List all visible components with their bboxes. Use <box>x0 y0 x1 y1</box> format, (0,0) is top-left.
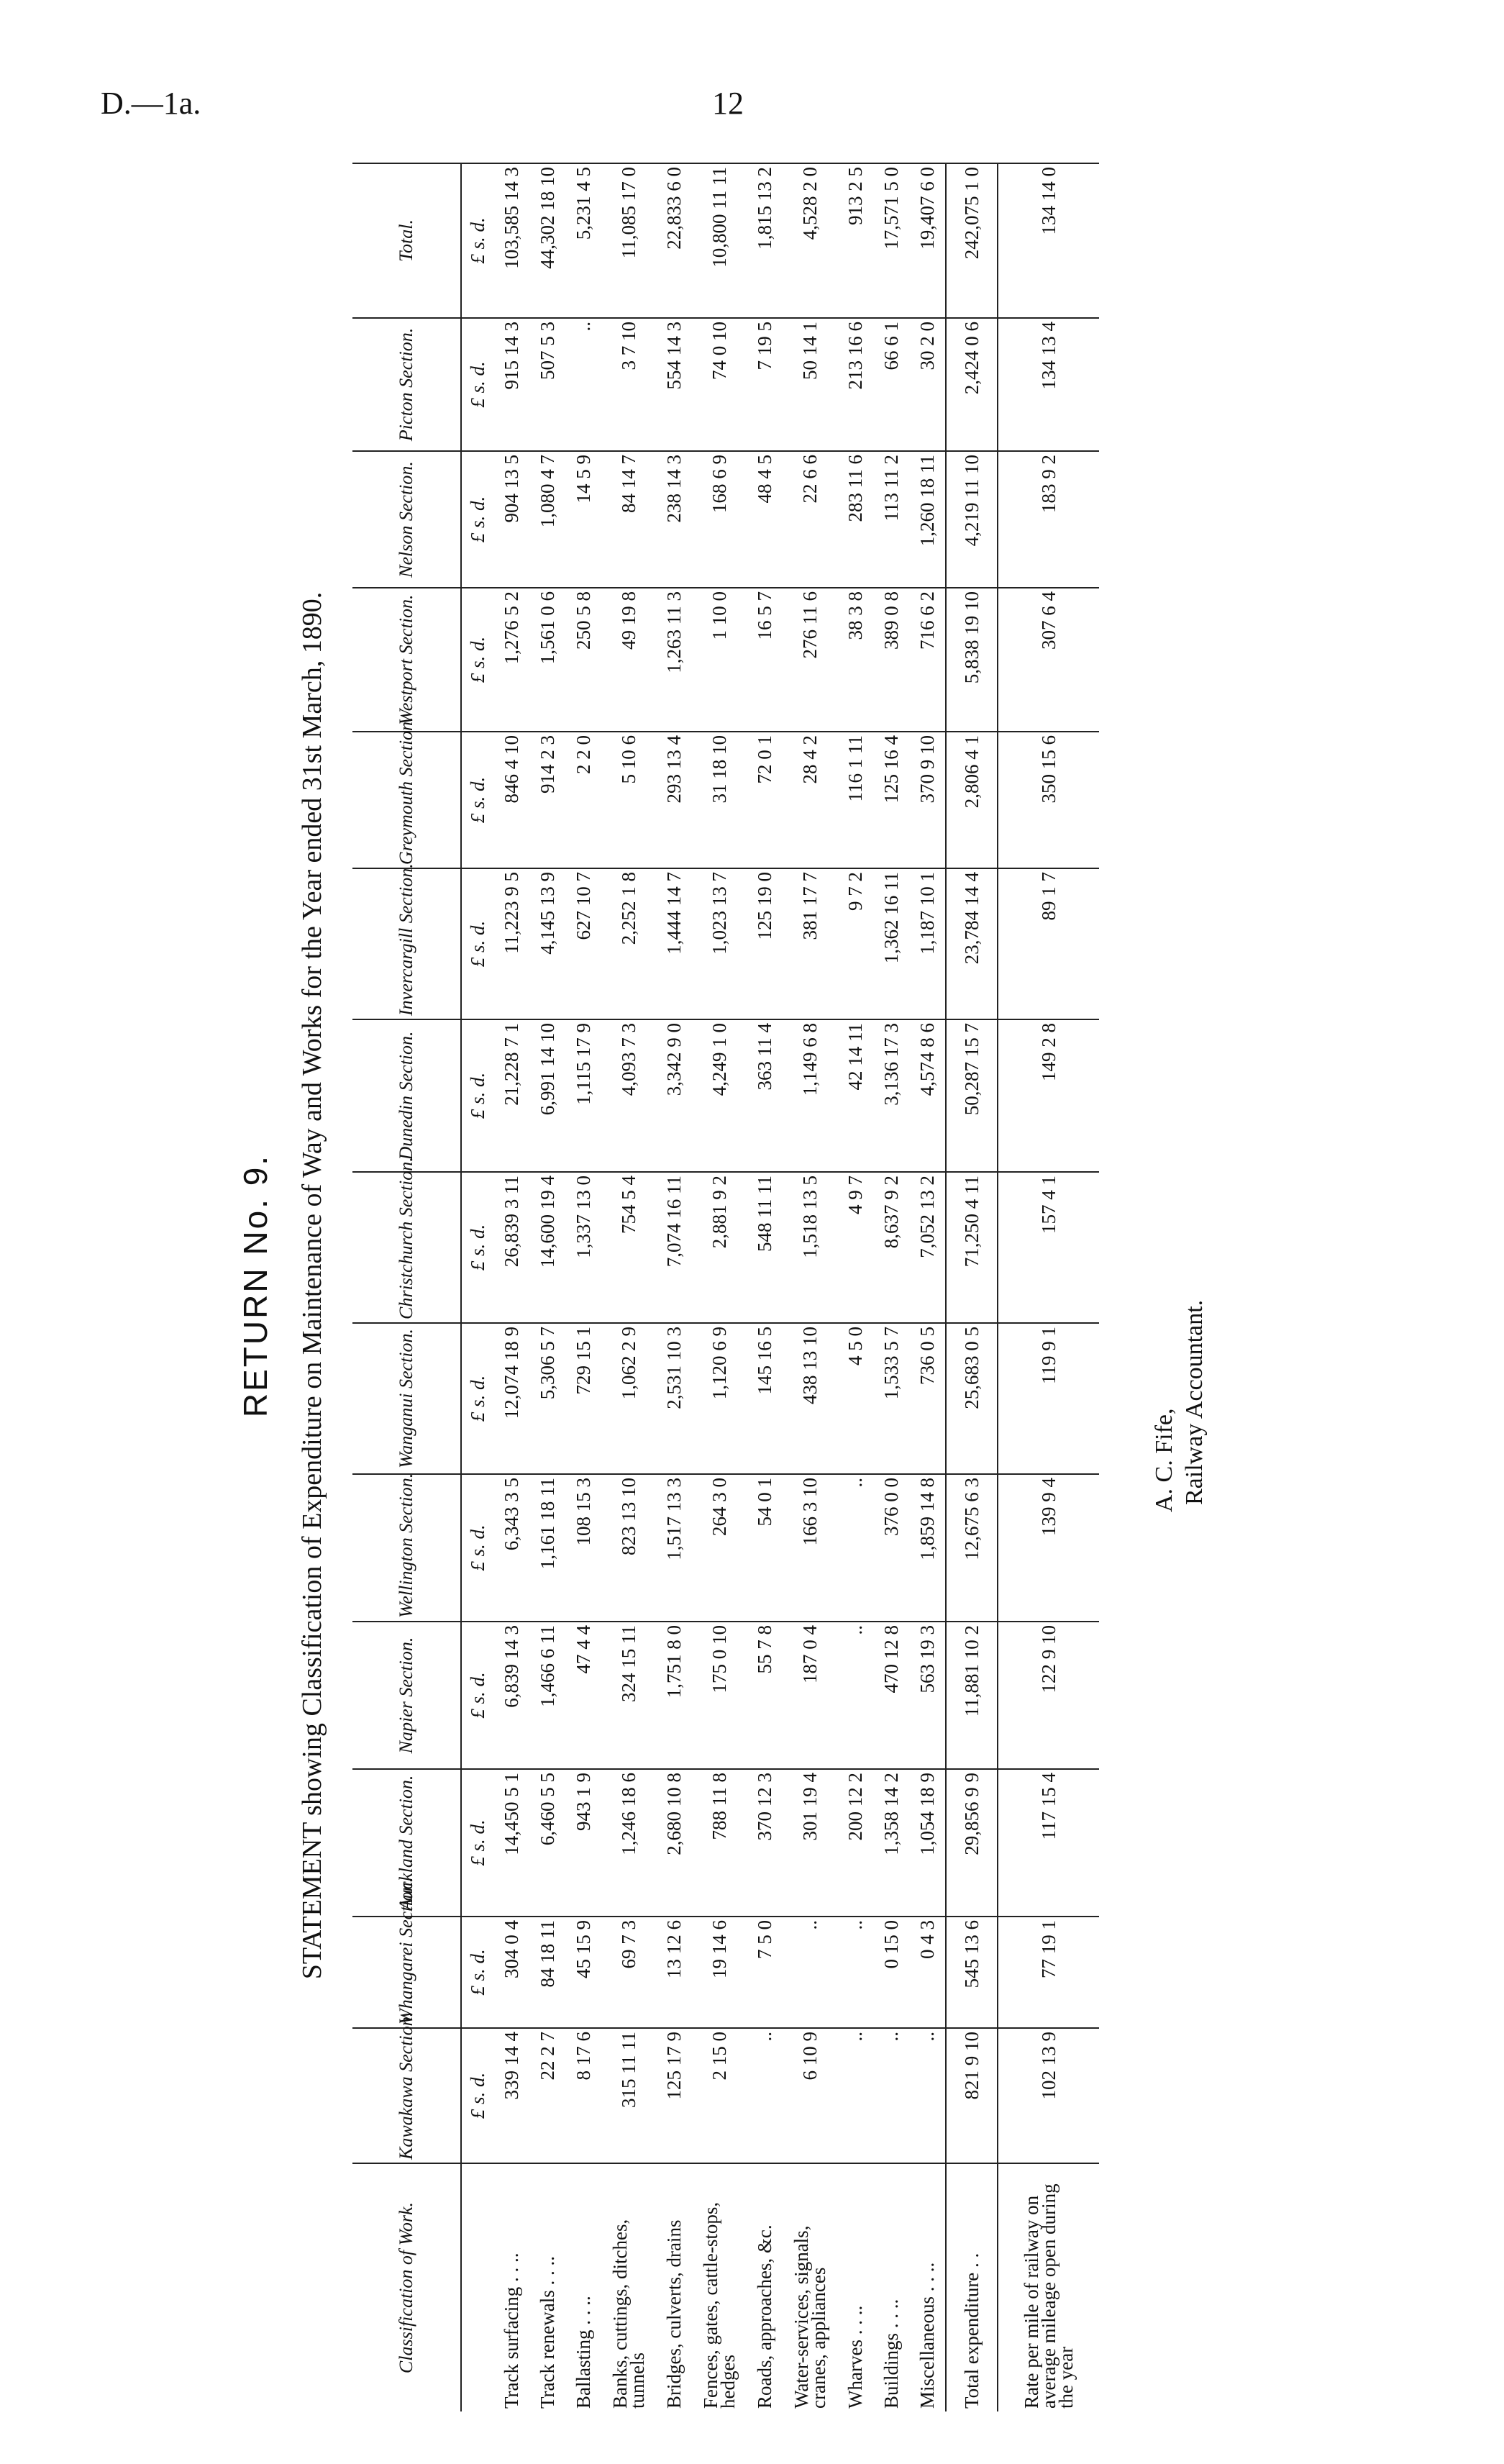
table-cell: 2,806 4 1 <box>946 732 998 868</box>
table-cell: 1,337 13 0 <box>565 1172 601 1323</box>
row-label: Banks, cuttings, ditches, tunnels <box>601 2163 656 2411</box>
table-cell: 4 9 7 <box>837 1172 873 1323</box>
table-cell: 5 10 6 <box>601 732 656 868</box>
table-cell: 307 6 4 <box>998 588 1099 732</box>
table-cell: 72 0 1 <box>747 732 783 868</box>
table-cell: 89 1 7 <box>998 868 1099 1019</box>
table-cell: 7 19 5 <box>747 318 783 451</box>
table-cell: 1,859 14 8 <box>909 1474 946 1622</box>
table-cell: 821 9 10 <box>946 2028 998 2163</box>
table-cell: 22 2 7 <box>529 2028 565 2163</box>
table-cell: 77 19 1 <box>998 1917 1099 2028</box>
table-cell: 1,149 6 8 <box>783 1019 837 1172</box>
column-header: Napier Section. <box>352 1622 461 1769</box>
table-cell: 1,161 18 11 <box>529 1474 565 1622</box>
table-cell: 54 0 1 <box>747 1474 783 1622</box>
row-label: Track surfacing . . .. <box>493 2163 529 2411</box>
table-cell: 301 19 4 <box>783 1769 837 1917</box>
column-header: Wellington Section. <box>352 1474 461 1622</box>
table-cell: 264 3 0 <box>692 1474 747 1622</box>
column-header: Dunedin Section. <box>352 1019 461 1172</box>
table-cell: 438 13 10 <box>783 1323 837 1474</box>
table-cell: £ s. d. <box>461 1323 493 1474</box>
table-cell: 157 4 1 <box>998 1172 1099 1323</box>
doc-reference: D.—1a. <box>101 86 201 121</box>
table-cell: 49 19 8 <box>601 588 656 732</box>
table-cell: 1,260 18 11 <box>909 451 946 588</box>
table-cell: 16 5 7 <box>747 588 783 732</box>
table-cell: 48 4 5 <box>747 451 783 588</box>
table-cell: 914 2 3 <box>529 732 565 868</box>
table-cell: £ s. d. <box>461 1172 493 1323</box>
table-cell: 116 1 11 <box>837 732 873 868</box>
row-label: Total expenditure . . <box>946 2163 998 2411</box>
row-label: Rate per mile of railway on average mileage open during the year <box>998 2163 1099 2411</box>
table-cell: 139 9 4 <box>998 1474 1099 1622</box>
table-cell: 563 19 3 <box>909 1622 946 1769</box>
table-cell: £ s. d. <box>461 1917 493 2028</box>
table-cell: 1,246 18 6 <box>601 1769 656 1917</box>
column-header: Total. <box>352 163 461 318</box>
table-cell: 276 11 6 <box>783 588 837 732</box>
table-cell: 545 13 6 <box>946 1917 998 2028</box>
table-cell: 175 0 10 <box>692 1622 747 1769</box>
table-cell: 7 5 0 <box>747 1917 783 2028</box>
table-cell: 187 0 4 <box>783 1622 837 1769</box>
row-label: Ballasting . . .. <box>565 2163 601 2411</box>
table-cell: 38 3 8 <box>837 588 873 732</box>
table-cell: 1,115 17 9 <box>565 1019 601 1172</box>
table-cell: 1,362 16 11 <box>873 868 909 1019</box>
row-label: Roads, approaches, &c. <box>747 2163 783 2411</box>
table-cell: 6,839 14 3 <box>493 1622 529 1769</box>
table-cell: 7,074 16 11 <box>656 1172 692 1323</box>
table-cell: £ s. d. <box>461 732 493 868</box>
table-cell: £ s. d. <box>461 1769 493 1917</box>
table-cell: 5,838 19 10 <box>946 588 998 732</box>
table-cell: 1,561 0 6 <box>529 588 565 732</box>
column-header: Invercargill Section. <box>352 868 461 1019</box>
table-cell: 370 9 10 <box>909 732 946 868</box>
table-cell: 729 15 1 <box>565 1323 601 1474</box>
row-label: Buildings . . .. <box>873 2163 909 2411</box>
table-cell: 4,145 13 9 <box>529 868 565 1019</box>
table-cell: 381 17 7 <box>783 868 837 1019</box>
table-cell: .. <box>909 2028 946 2163</box>
table-cell: 21,228 7 1 <box>493 1019 529 1172</box>
table-cell: 119 9 1 <box>998 1323 1099 1474</box>
table-cell: 11,223 9 5 <box>493 868 529 1019</box>
table-cell: 1,518 13 5 <box>783 1172 837 1323</box>
table-row <box>873 163 909 2411</box>
table-cell: 1,187 10 1 <box>909 868 946 1019</box>
table-cell: 103,585 14 3 <box>493 163 529 318</box>
table-cell: 55 7 8 <box>747 1622 783 1769</box>
table-cell: 168 6 9 <box>692 451 747 588</box>
landscape-content <box>230 160 1260 2411</box>
table-cell: 102 13 9 <box>998 2028 1099 2163</box>
table-cell: 25,683 0 5 <box>946 1323 998 1474</box>
table-cell: 14,600 19 4 <box>529 1172 565 1323</box>
table-cell: 31 18 10 <box>692 732 747 868</box>
total-row <box>946 163 998 2411</box>
table-cell: 23,784 14 4 <box>946 868 998 1019</box>
table-cell: 134 14 0 <box>998 163 1099 318</box>
table-cell: 14,450 5 1 <box>493 1769 529 1917</box>
table-row <box>837 163 873 2411</box>
table-cell: 134 13 4 <box>998 318 1099 451</box>
table-cell: 125 17 9 <box>656 2028 692 2163</box>
table-cell: 122 9 10 <box>998 1622 1099 1769</box>
table-cell: 315 11 11 <box>601 2028 656 2163</box>
table-row <box>909 163 946 2411</box>
table-cell: 17,571 5 0 <box>873 163 909 318</box>
table-cell: 242,075 1 0 <box>946 163 998 318</box>
signature-name: A. C. Fife, <box>1151 1408 1177 1512</box>
table-cell: 1,444 14 7 <box>656 868 692 1019</box>
table-row <box>565 163 601 2411</box>
table-cell: 113 11 2 <box>873 451 909 588</box>
table-cell: 1,054 18 9 <box>909 1769 946 1917</box>
table-cell: 45 15 9 <box>565 1917 601 2028</box>
table-cell: 28 4 2 <box>783 732 837 868</box>
table-cell: 913 2 5 <box>837 163 873 318</box>
table-cell: 2,531 10 3 <box>656 1323 692 1474</box>
table-cell: 74 0 10 <box>692 318 747 451</box>
table-cell: £ s. d. <box>461 1019 493 1172</box>
table-cell: 915 14 3 <box>493 318 529 451</box>
table-cell: 84 18 11 <box>529 1917 565 2028</box>
table-cell: 470 12 8 <box>873 1622 909 1769</box>
table-cell: 238 14 3 <box>656 451 692 588</box>
table-cell: 339 14 4 <box>493 2028 529 2163</box>
statement-title: STATEMENT showing Classification of Expenditure on Maintenance of Way and Works for the Year ended 31st March, 1890. <box>297 591 327 1980</box>
table-cell: 2,252 1 8 <box>601 868 656 1019</box>
table-cell: 507 5 3 <box>529 318 565 451</box>
table-cell: 108 15 3 <box>565 1474 601 1622</box>
table-cell: .. <box>837 1622 873 1769</box>
table-cell: 2 2 0 <box>565 732 601 868</box>
table-cell: 183 9 2 <box>998 451 1099 588</box>
table-cell: £ s. d. <box>461 318 493 451</box>
table-cell: 5,231 4 5 <box>565 163 601 318</box>
table-cell: 943 1 9 <box>565 1769 601 1917</box>
row-label <box>461 2163 493 2411</box>
table-cell: .. <box>565 318 601 451</box>
table-cell: 293 13 4 <box>656 732 692 868</box>
table-cell: 736 0 5 <box>909 1323 946 1474</box>
row-label: Fences, gates, cattle-stops, hedges <box>692 2163 747 2411</box>
header-row <box>352 163 461 2411</box>
table-cell: 2,424 0 6 <box>946 318 998 451</box>
table-cell: 4,528 2 0 <box>783 163 837 318</box>
table-cell: 200 12 2 <box>837 1769 873 1917</box>
table-cell: 716 6 2 <box>909 588 946 732</box>
table-cell: 22 6 6 <box>783 451 837 588</box>
table-cell: 22,833 6 0 <box>656 163 692 318</box>
table-cell: 30 2 0 <box>909 318 946 451</box>
table-cell: 3,342 9 0 <box>656 1019 692 1172</box>
table-cell: 213 16 6 <box>837 318 873 451</box>
table-cell: 11,085 17 0 <box>601 163 656 318</box>
table-cell: £ s. d. <box>461 451 493 588</box>
table-cell: 4,219 11 10 <box>946 451 998 588</box>
table-cell: £ s. d. <box>461 588 493 732</box>
table-cell: 283 11 6 <box>837 451 873 588</box>
table-cell: 84 14 7 <box>601 451 656 588</box>
table-cell: 19,407 6 0 <box>909 163 946 318</box>
table-cell: 823 13 10 <box>601 1474 656 1622</box>
column-header: Christchurch Section. <box>352 1172 461 1323</box>
return-title: RETURN No. 9. <box>237 1153 274 1418</box>
table-cell: 125 19 0 <box>747 868 783 1019</box>
row-label: Water-services, signals, cranes, appliances <box>783 2163 837 2411</box>
table-row <box>783 163 837 2411</box>
column-header: Whangarei Section. <box>352 1917 461 2028</box>
table-cell: 26,839 3 11 <box>493 1172 529 1323</box>
rotated-page-content <box>230 160 1260 2411</box>
table-cell: 846 4 10 <box>493 732 529 868</box>
row-label: Miscellaneous . . .. <box>909 2163 946 2411</box>
table-cell: 66 6 1 <box>873 318 909 451</box>
table-cell: .. <box>837 1917 873 2028</box>
table-cell: .. <box>837 1474 873 1622</box>
table-cell: 50 14 1 <box>783 318 837 451</box>
rate-row <box>998 163 1099 2411</box>
table-cell: 44,302 18 10 <box>529 163 565 318</box>
table-cell: 12,074 18 9 <box>493 1323 529 1474</box>
table-cell: 1,517 13 3 <box>656 1474 692 1622</box>
table-cell: .. <box>783 1917 837 2028</box>
table-cell: 8 17 6 <box>565 2028 601 2163</box>
column-header: Picton Section. <box>352 318 461 451</box>
table-cell: 5,306 5 7 <box>529 1323 565 1474</box>
table-cell: 12,675 6 3 <box>946 1474 998 1622</box>
table-row <box>493 163 529 2411</box>
table-cell: 1 10 0 <box>692 588 747 732</box>
table-row <box>692 163 747 2411</box>
table-cell: 370 12 3 <box>747 1769 783 1917</box>
table-cell: £ s. d. <box>461 2028 493 2163</box>
table-cell: 4 5 0 <box>837 1323 873 1474</box>
table-cell: 1,358 14 2 <box>873 1769 909 1917</box>
table-cell: 117 15 4 <box>998 1769 1099 1917</box>
table-cell: 14 5 9 <box>565 451 601 588</box>
table-cell: 376 0 0 <box>873 1474 909 1622</box>
column-header: Westport Section. <box>352 588 461 732</box>
table-cell: 754 5 4 <box>601 1172 656 1323</box>
table-cell: 6,460 5 5 <box>529 1769 565 1917</box>
table-cell: 3 7 10 <box>601 318 656 451</box>
table-cell: 1,263 11 3 <box>656 588 692 732</box>
table-cell: 4,093 7 3 <box>601 1019 656 1172</box>
table-cell: 19 14 6 <box>692 1917 747 2028</box>
column-header: Nelson Section. <box>352 451 461 588</box>
table-cell: 627 10 7 <box>565 868 601 1019</box>
table-cell: .. <box>747 2028 783 2163</box>
table-cell: 904 13 5 <box>493 451 529 588</box>
table-cell: 0 15 0 <box>873 1917 909 2028</box>
table-cell: 6,991 14 10 <box>529 1019 565 1172</box>
table-cell: 250 5 8 <box>565 588 601 732</box>
table-cell: 2 15 0 <box>692 2028 747 2163</box>
table-cell: 7,052 13 2 <box>909 1172 946 1323</box>
table-cell: 554 14 3 <box>656 318 692 451</box>
unit-row <box>461 163 493 2411</box>
table-cell: 42 14 11 <box>837 1019 873 1172</box>
table-cell: 125 16 4 <box>873 732 909 868</box>
expenditure-table <box>352 163 1099 2411</box>
table-cell: 2,680 10 8 <box>656 1769 692 1917</box>
table-cell: 8,637 9 2 <box>873 1172 909 1323</box>
table-cell: 350 15 6 <box>998 732 1099 868</box>
table-cell: 2,881 9 2 <box>692 1172 747 1323</box>
row-label: Bridges, culverts, drains <box>656 2163 692 2411</box>
table-cell: 10,800 11 11 <box>692 163 747 318</box>
table-cell: 50,287 15 7 <box>946 1019 998 1172</box>
table-cell: 1,023 13 7 <box>692 868 747 1019</box>
table-cell: 1,466 6 11 <box>529 1622 565 1769</box>
table-cell: 69 7 3 <box>601 1917 656 2028</box>
column-header: Auckland Section. <box>352 1769 461 1917</box>
column-header: Greymouth Section. <box>352 732 461 868</box>
table-cell: 166 3 10 <box>783 1474 837 1622</box>
table-cell: 1,276 5 2 <box>493 588 529 732</box>
table-row <box>529 163 565 2411</box>
table-cell: 1,815 13 2 <box>747 163 783 318</box>
table-row <box>601 163 656 2411</box>
column-header: Kawakawa Section. <box>352 2028 461 2163</box>
table-cell: .. <box>837 2028 873 2163</box>
table-cell: 6 10 9 <box>783 2028 837 2163</box>
table-cell: 29,856 9 9 <box>946 1769 998 1917</box>
signature-title: Railway Accountant. <box>1181 1299 1208 1505</box>
row-label: Wharves . . .. <box>837 2163 873 2411</box>
table-cell: 6,343 3 5 <box>493 1474 529 1622</box>
table-cell: 363 11 4 <box>747 1019 783 1172</box>
table-cell: 11,881 10 2 <box>946 1622 998 1769</box>
table-cell: 324 15 11 <box>601 1622 656 1769</box>
column-header: Wanganui Section. <box>352 1323 461 1474</box>
table-cell: 0 4 3 <box>909 1917 946 2028</box>
table-cell: 4,249 1 0 <box>692 1019 747 1172</box>
table-cell: 1,533 5 7 <box>873 1323 909 1474</box>
table-row <box>747 163 783 2411</box>
table-row <box>656 163 692 2411</box>
table-cell: 389 0 8 <box>873 588 909 732</box>
table-cell: .. <box>873 2028 909 2163</box>
table-cell: 9 7 2 <box>837 868 873 1019</box>
table-cell: £ s. d. <box>461 1622 493 1769</box>
table-cell: 47 4 4 <box>565 1622 601 1769</box>
table-cell: 71,250 4 11 <box>946 1172 998 1323</box>
table-cell: 1,751 8 0 <box>656 1622 692 1769</box>
table-cell: 548 11 11 <box>747 1172 783 1323</box>
table-cell: 1,062 2 9 <box>601 1323 656 1474</box>
page-number: 12 <box>712 86 744 121</box>
table-cell: 788 11 8 <box>692 1769 747 1917</box>
table-cell: 3,136 17 3 <box>873 1019 909 1172</box>
table-cell: £ s. d. <box>461 868 493 1019</box>
table-cell: 149 2 8 <box>998 1019 1099 1172</box>
row-label: Track renewals . . .. <box>529 2163 565 2411</box>
table-cell: £ s. d. <box>461 163 493 318</box>
table-cell: 1,080 4 7 <box>529 451 565 588</box>
column-header-classification: Classification of Work. <box>352 2163 461 2411</box>
table-cell: 145 16 5 <box>747 1323 783 1474</box>
table-cell: 304 0 4 <box>493 1917 529 2028</box>
table-cell: £ s. d. <box>461 1474 493 1622</box>
table-cell: 13 12 6 <box>656 1917 692 2028</box>
table-cell: 1,120 6 9 <box>692 1323 747 1474</box>
table-cell: 4,574 8 6 <box>909 1019 946 1172</box>
